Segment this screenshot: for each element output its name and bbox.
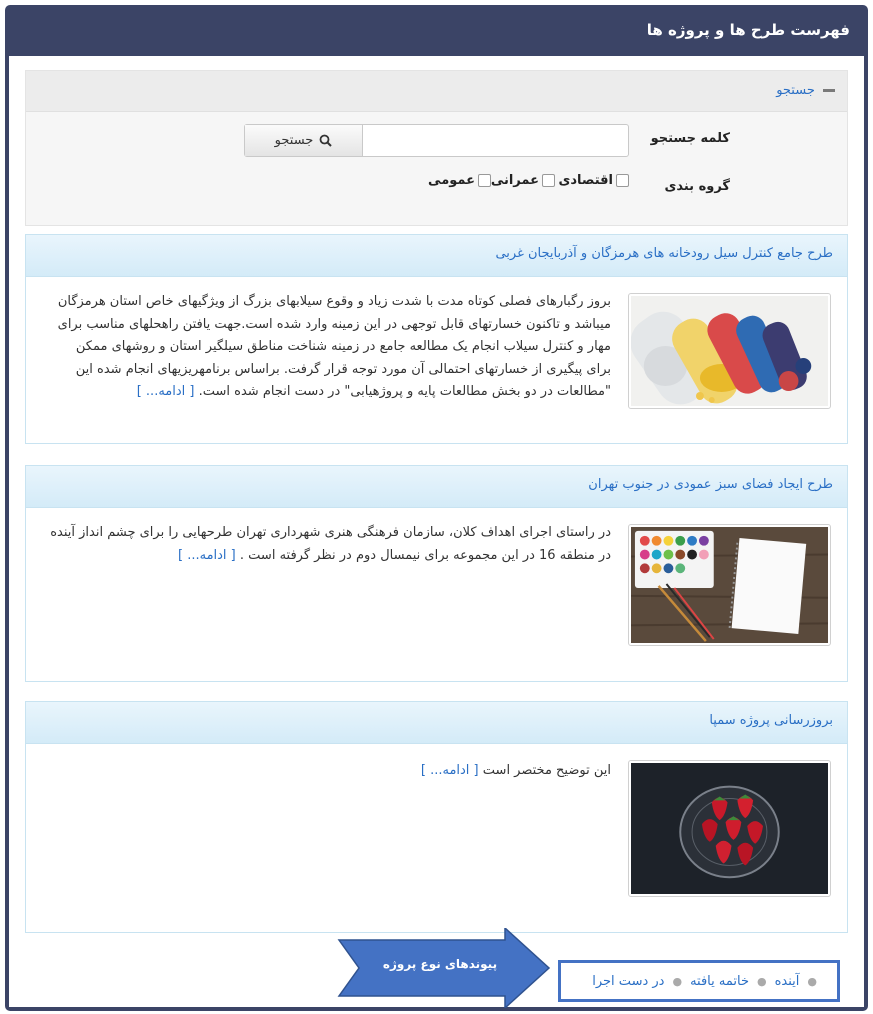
- search-icon: [319, 134, 332, 147]
- project-thumbnail[interactable]: [628, 524, 831, 646]
- category-economic[interactable]: [558, 173, 629, 188]
- collapse-icon: [823, 89, 835, 92]
- search-button[interactable]: [245, 125, 363, 156]
- plastic-granules-tubes-image: [631, 296, 828, 406]
- keyword-label: کلمه جستجو: [650, 131, 730, 146]
- category-general-label: عمومی: [428, 173, 475, 188]
- project-excerpt: [48, 760, 611, 783]
- project-card: [25, 234, 848, 444]
- project-title-link[interactable]: بروزرسانی پروژه سمپا: [26, 702, 847, 744]
- category-label: گروه بندی: [664, 179, 730, 194]
- strawberries-bowl-image: [631, 763, 828, 894]
- read-more-link[interactable]: [ ادامه... ]: [420, 763, 479, 778]
- project-title-link[interactable]: طرح ایجاد فضای سبز عمودی در جنوب تهران: [26, 466, 847, 508]
- project-thumbnail[interactable]: [628, 293, 831, 409]
- search-form: [244, 124, 629, 157]
- page-title: فهرست طرح ها و پروژه ها: [646, 21, 850, 39]
- watercolor-notebook-image: [631, 527, 828, 643]
- excerpt-text: این توضیح مختصر است: [482, 763, 611, 778]
- content-panel: [9, 56, 864, 1007]
- link-future[interactable]: آینده: [774, 973, 800, 989]
- bullet-icon: ●: [672, 974, 683, 988]
- read-more-link[interactable]: [ ادامه... ]: [178, 547, 236, 563]
- search-toggle[interactable]: [26, 71, 847, 112]
- category-construction[interactable]: [491, 173, 555, 188]
- checkbox-construction[interactable]: [542, 174, 555, 187]
- search-toggle-label: جستجو: [776, 83, 815, 98]
- bullet-icon: ●: [807, 974, 817, 988]
- project-excerpt: [48, 522, 611, 567]
- category-construction-label: عمرانی: [490, 173, 539, 188]
- page-frame: [5, 5, 868, 1011]
- checkbox-general[interactable]: [478, 174, 491, 187]
- project-excerpt: [48, 291, 611, 404]
- project-card: [25, 701, 848, 933]
- link-completed[interactable]: خاتمه یافته: [690, 973, 749, 989]
- link-in-progress[interactable]: در دست اجرا: [592, 973, 665, 989]
- project-card: [25, 465, 848, 682]
- bullet-icon: ●: [756, 974, 767, 988]
- annotation-label: پیوندهای نوع پروژه: [382, 957, 498, 971]
- read-more-link[interactable]: [ ادامه... ]: [136, 384, 195, 399]
- search-panel: [25, 70, 848, 226]
- project-title-link[interactable]: طرح جامع کنترل سیل رودخانه های هرمزگان و آذربایجان غربی: [26, 235, 847, 277]
- category-general[interactable]: [428, 173, 491, 188]
- category-economic-label: اقتصادی: [558, 173, 613, 188]
- excerpt-text: در راستای اجرای اهداف کلان، سازمان فرهنگی هنری شهرداری تهران طرحهایی را برای چشم انداز آینده در منطقه 16 در این مجموعه برای نیمسال دوم در نظر گرفته است .: [50, 525, 611, 563]
- project-type-links: [558, 960, 840, 1002]
- search-button-label: جستجو: [274, 133, 314, 148]
- project-thumbnail[interactable]: [628, 760, 831, 897]
- checkbox-economic[interactable]: [616, 174, 629, 187]
- search-input[interactable]: [363, 125, 628, 156]
- excerpt-text: بروز رگبارهای فصلی کوتاه مدت با شدت زیاد و وقوع سیلابهای بزرگ از ویژگیهای خاص استان هرمزگان میباشد و تاکنون خسارتهای قابل توجهی در این زمینه وارد شده است.جهت یافتن راهحلهای مناسب برای مهار و کنترل سیلاب انجام یک مطالعه جامع در زمینه شناخت مناطق سیلگیر استان و روشهای ممکن برای پیگیری از خسارتهای احتمالی آن مورد توجه قرار گرفت. براساس برنامهریزیهای انجام شده این "مطالعات در دو بخش مطالعات پایه و پروژهیابی" در دست انجام شده است.: [57, 294, 611, 399]
